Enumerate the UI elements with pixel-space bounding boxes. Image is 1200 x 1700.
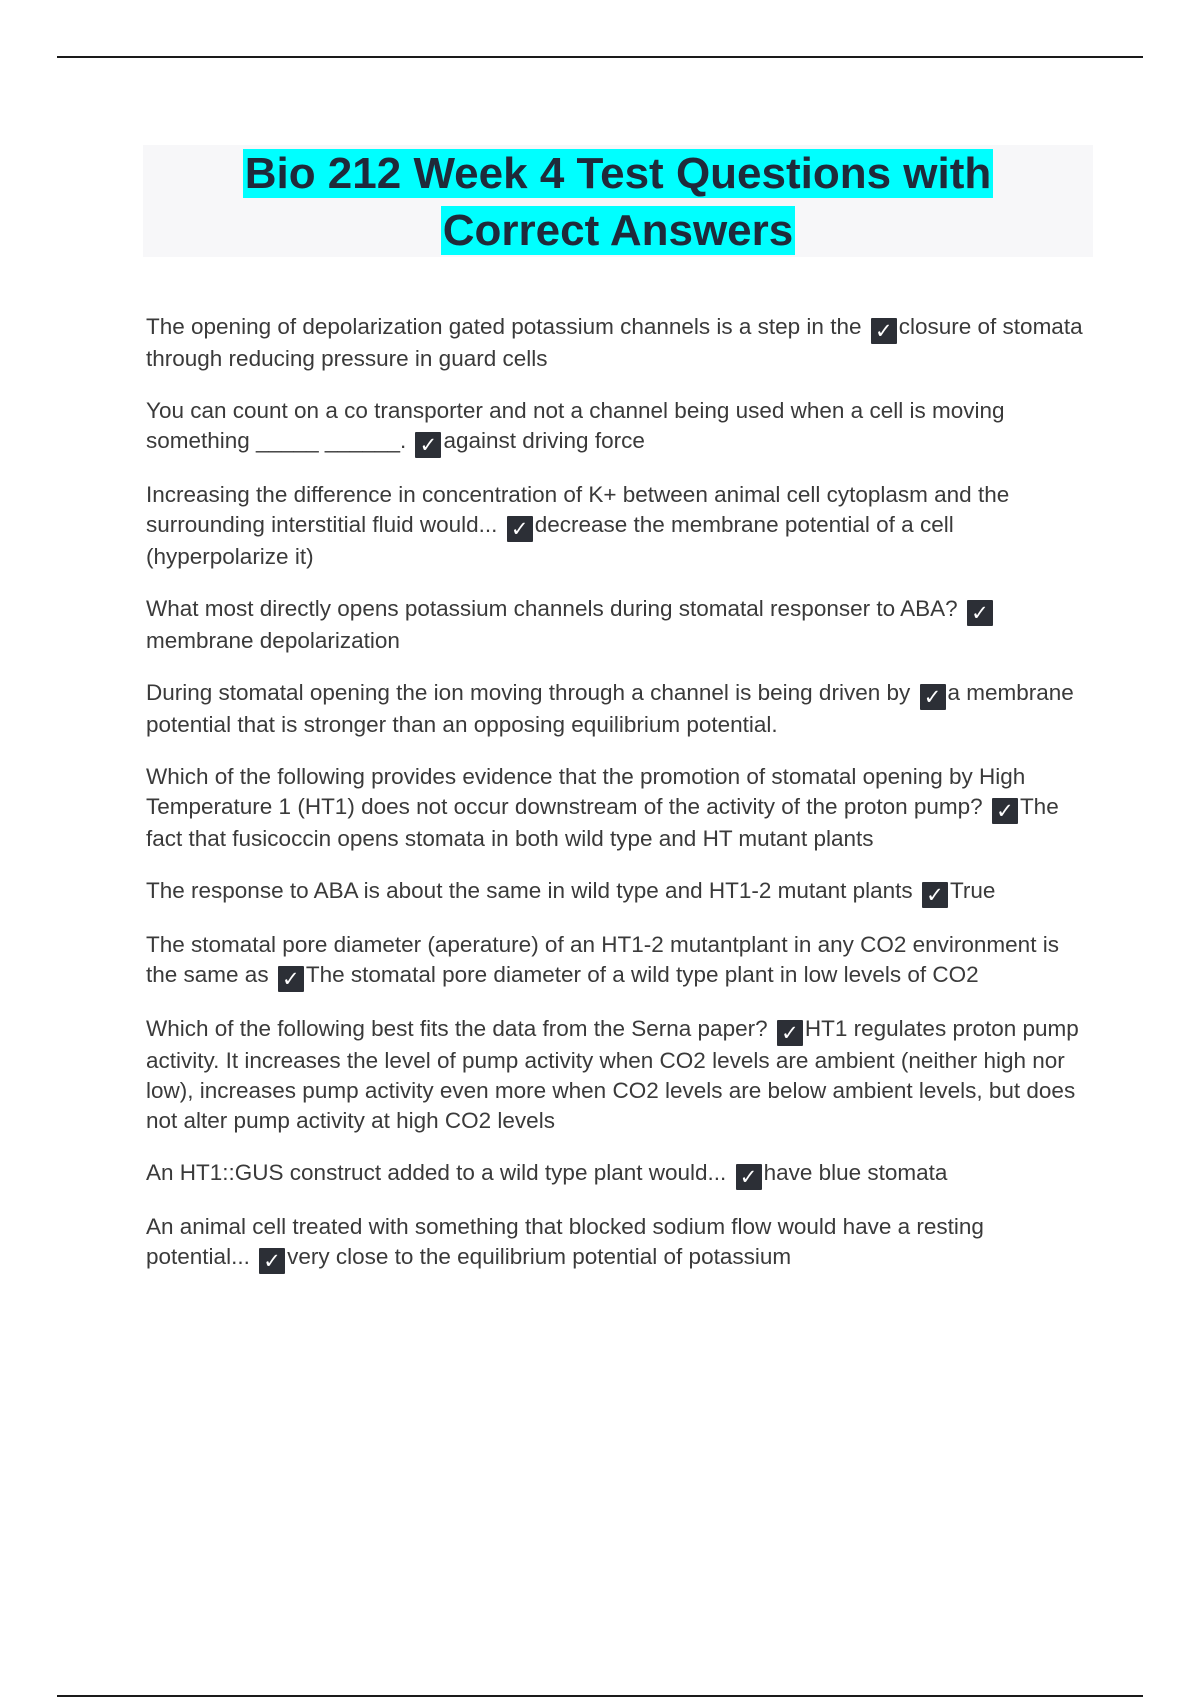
check-box-icon: ✓ <box>736 1164 762 1190</box>
check-box-icon: ✓ <box>922 882 948 908</box>
answer-text: against driving force <box>443 428 645 453</box>
answer-text: HT1 regulates proton pump activity. It increases the level of pump activity when CO2 levels are ambient (neither high nor low), increases pump activity even more when CO2 levels are below ambient levels, but does not alter pump activity at high CO2 levels <box>146 1016 1079 1133</box>
qa-item <box>146 930 1086 992</box>
qa-item <box>146 762 1086 854</box>
question-text: During stomatal opening the ion moving through a channel is being driven by <box>146 680 911 705</box>
qa-item <box>146 594 1086 656</box>
question-text: The stomatal pore diameter (aperature) of an HT1-2 mutantplant in any CO2 environment is the same as <box>146 932 1059 987</box>
answer-text: membrane depolarization <box>146 628 400 653</box>
qa-item <box>146 396 1086 458</box>
question-text: An HT1::GUS construct added to a wild type plant would... <box>146 1160 727 1185</box>
question-text: Increasing the difference in concentration of K+ between animal cell cytoplasm and the surrounding interstitial fluid would... <box>146 482 1010 537</box>
title-text-1: Bio 212 Week 4 Test Questions with <box>244 149 992 198</box>
title-line-2 <box>143 202 1093 259</box>
title-text-2: Correct Answers <box>442 206 794 255</box>
qa-item <box>146 1158 1086 1190</box>
bottom-rule <box>57 1695 1143 1697</box>
qa-item <box>146 312 1086 374</box>
question-text: An animal cell treated with something that blocked sodium flow would have a resting potential... <box>146 1214 984 1269</box>
qa-item <box>146 1014 1086 1136</box>
answer-text: The fact that fusicoccin opens stomata in both wild type and HT mutant plants <box>146 794 1059 851</box>
check-box-icon: ✓ <box>967 600 993 626</box>
question-text: Which of the following provides evidence that the promotion of stomatal opening by High Temperature 1 (HT1) does not occur downstream of the activity of the proton pump? <box>146 764 1026 819</box>
question-text: The response to ABA is about the same in wild type and HT1-2 mutant plants <box>146 878 913 903</box>
check-box-icon: ✓ <box>278 966 304 992</box>
title-block <box>143 145 1093 257</box>
qa-item <box>146 876 1086 908</box>
qa-item <box>146 678 1086 740</box>
check-box-icon: ✓ <box>871 318 897 344</box>
answer-text: have blue stomata <box>763 1160 948 1185</box>
answer-text: very close to the equilibrium potential of potassium <box>287 1244 792 1269</box>
answer-text: a membrane potential that is stronger than an opposing equilibrium potential. <box>146 680 1074 737</box>
answer-text: closure of stomata through reducing pressure in guard cells <box>146 314 1083 371</box>
check-box-icon: ✓ <box>777 1020 803 1046</box>
qa-item <box>146 1212 1086 1274</box>
question-text: What most directly opens potassium channels during stomatal responser to ABA? <box>146 596 958 621</box>
check-box-icon: ✓ <box>259 1248 285 1274</box>
qa-list <box>146 312 1086 1296</box>
check-box-icon: ✓ <box>507 516 533 542</box>
qa-item <box>146 480 1086 572</box>
title-line-1 <box>143 145 1093 202</box>
check-box-icon: ✓ <box>920 684 946 710</box>
check-box-icon: ✓ <box>415 432 441 458</box>
question-text: Which of the following best fits the data from the Serna paper? <box>146 1016 768 1041</box>
check-box-icon: ✓ <box>992 798 1018 824</box>
question-text: You can count on a co transporter and not a channel being used when a cell is moving something _____ ______. <box>146 398 1005 453</box>
answer-text: True <box>949 878 996 903</box>
answer-text: The stomatal pore diameter of a wild type plant in low levels of CO2 <box>305 962 979 987</box>
top-rule <box>57 56 1143 58</box>
answer-text: decrease the membrane potential of a cell (hyperpolarize it) <box>146 512 954 569</box>
question-text: The opening of depolarization gated potassium channels is a step in the <box>146 314 862 339</box>
